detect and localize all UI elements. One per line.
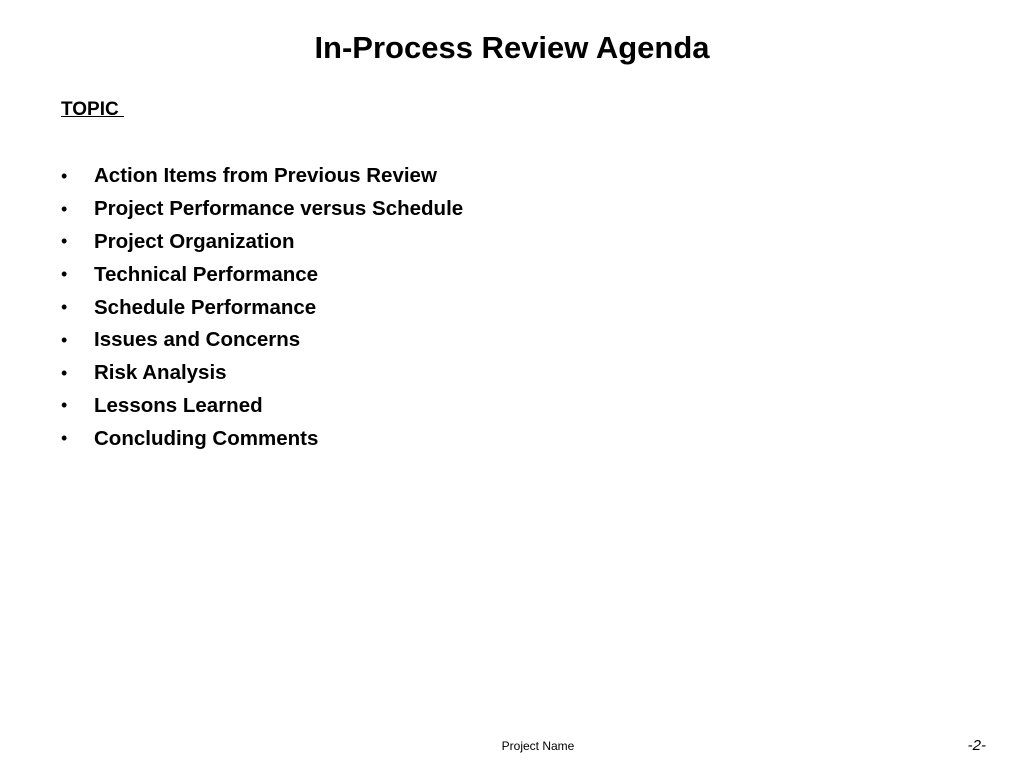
bullet-icon: • bbox=[61, 231, 68, 252]
agenda-item bbox=[61, 357, 463, 390]
bullet-icon: • bbox=[61, 198, 68, 219]
agenda-item bbox=[61, 160, 463, 193]
bullet-icon: • bbox=[61, 362, 68, 383]
bullet-icon: • bbox=[61, 297, 68, 318]
agenda-item bbox=[61, 193, 463, 226]
agenda-item bbox=[61, 258, 463, 291]
bullet-icon: • bbox=[61, 329, 68, 350]
agenda-item-label: Technical Performance bbox=[94, 262, 319, 286]
slide-title: In-Process Review Agenda bbox=[314, 30, 710, 65]
topic-heading: TOPIC bbox=[61, 99, 124, 120]
agenda-item bbox=[61, 226, 463, 259]
bullet-icon: • bbox=[61, 264, 68, 285]
agenda-item-label: Risk Analysis bbox=[94, 361, 227, 385]
agenda-item bbox=[61, 291, 463, 324]
agenda-item-label: Lessons Learned bbox=[94, 393, 263, 417]
footer-project-name: Project Name bbox=[501, 739, 575, 753]
agenda-item-label: Project Organization bbox=[94, 229, 295, 253]
bullet-icon: • bbox=[61, 165, 68, 186]
agenda-item bbox=[61, 390, 463, 423]
bullet-icon: • bbox=[61, 395, 68, 416]
agenda-item-label: Schedule Performance bbox=[94, 295, 317, 319]
agenda-item-label: Issues and Concerns bbox=[94, 328, 301, 352]
agenda-item-label: Action Items from Previous Review bbox=[94, 164, 437, 188]
agenda-item-label: Project Performance versus Schedule bbox=[94, 197, 464, 221]
agenda-list bbox=[61, 160, 463, 455]
agenda-item bbox=[61, 422, 463, 455]
page-number: -2- bbox=[967, 737, 986, 754]
bullet-icon: • bbox=[61, 428, 68, 449]
agenda-item bbox=[61, 324, 463, 357]
agenda-item-label: Concluding Comments bbox=[94, 426, 319, 450]
